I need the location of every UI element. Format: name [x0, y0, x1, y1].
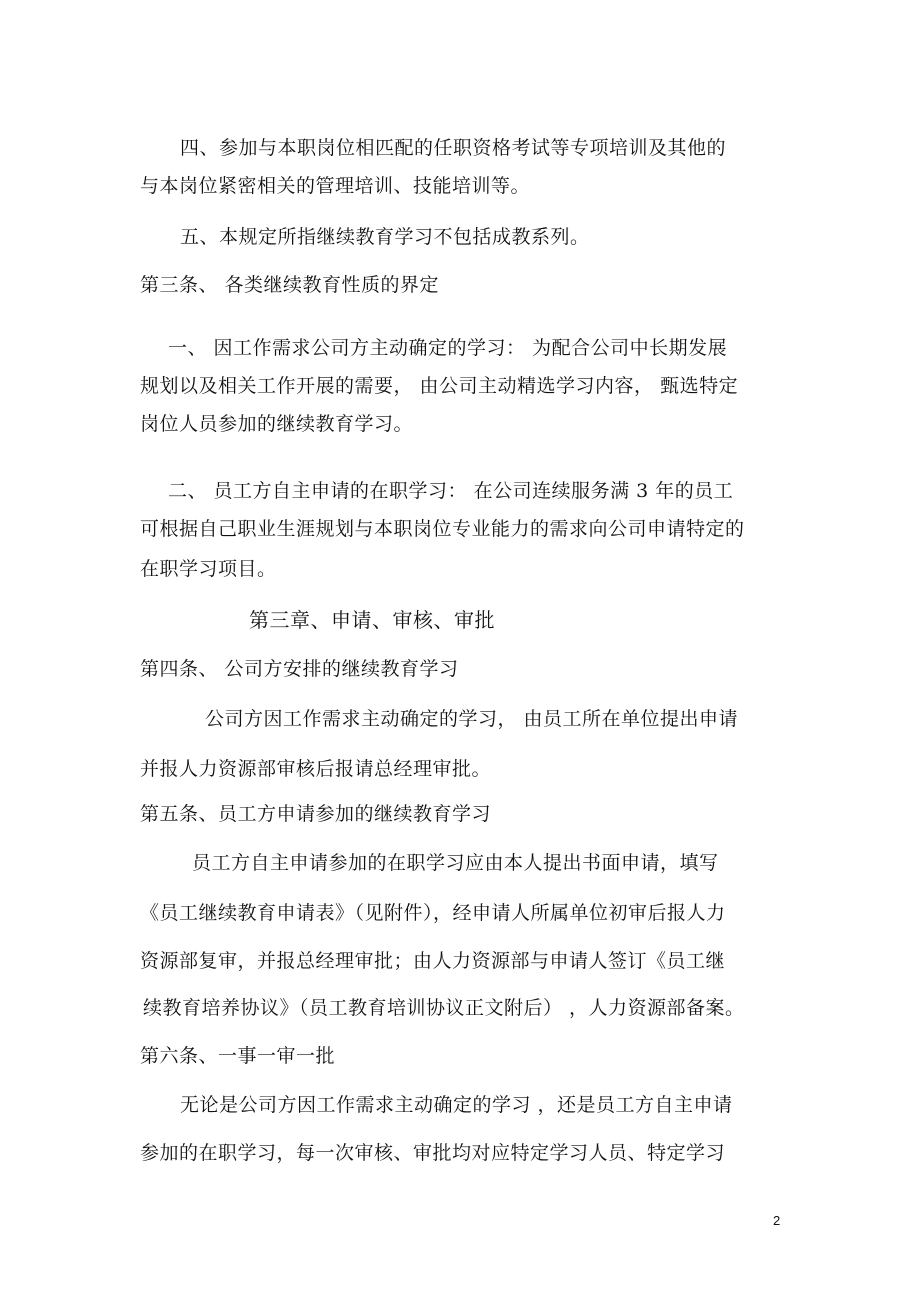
paragraph-line: 可根据自己职业生涯规划与本职岗位专业能力的需求向公司申请特定的 [140, 518, 745, 540]
paragraph-line: 参加的在职学习，每一次审核、审批均对应特定学习人员、特定学习 [140, 1142, 726, 1164]
paragraph-line: 员工方自主申请参加的在职学习应由本人提出书面申请，填写 [192, 852, 719, 874]
paragraph-line: 规划以及相关工作开展的需要， 由公司主动精选学习内容， 甄选特定 [140, 375, 739, 397]
paragraph-line: 无论是公司方因工作需求主动确定的学习 ，还是员工方自主申请 [180, 1094, 733, 1116]
paragraph-line: 五、本规定所指继续教育学习不包括成教系列。 [180, 226, 590, 248]
paragraph-line: 并报人力资源部审核后报请总经理审批。 [140, 758, 492, 780]
article-heading: 第三条、 各类继续教育性质的界定 [140, 274, 440, 296]
paragraph-line: 《员工继续教育申请表》（见附件），经申请人所属单位初审后报人力 [140, 902, 726, 924]
paragraph-line: 公司方因工作需求主动确定的学习， 由员工所在单位提出申请 [205, 708, 739, 730]
article-heading: 第四条、 公司方安排的继续教育学习 [140, 658, 459, 680]
page-number: 2 [773, 1213, 781, 1228]
paragraph-line: 续教育培养协议》（员工教育培训协议正文附后） ，人力资源部备案。 [143, 997, 745, 1019]
paragraph-line: 四、参加与本职岗位相匹配的任职资格考试等专项培训及其他的 [180, 137, 727, 159]
paragraph-line: 资源部复审，并报总经理审批；由人力资源部与申请人签订《员工继 [140, 950, 726, 972]
paragraph-line: 二、 员工方自主申请的在职学习： 在公司连续服务满 3 年的员工 [168, 480, 734, 502]
paragraph-line: 在职学习项目。 [140, 558, 277, 580]
chapter-heading: 第三章、申请、审核、审批 [249, 608, 495, 632]
article-heading: 第五条、员工方申请参加的继续教育学习 [140, 803, 492, 825]
paragraph-line: 与本岗位紧密相关的管理培训、技能培训等。 [140, 175, 531, 197]
article-heading: 第六条、一事一审一批 [140, 1045, 336, 1067]
paragraph-line: 一、 因工作需求公司方主动确定的学习： 为配合公司中长期发展 [168, 337, 728, 359]
paragraph-line: 岗位人员参加的继续教育学习。 [140, 413, 414, 435]
